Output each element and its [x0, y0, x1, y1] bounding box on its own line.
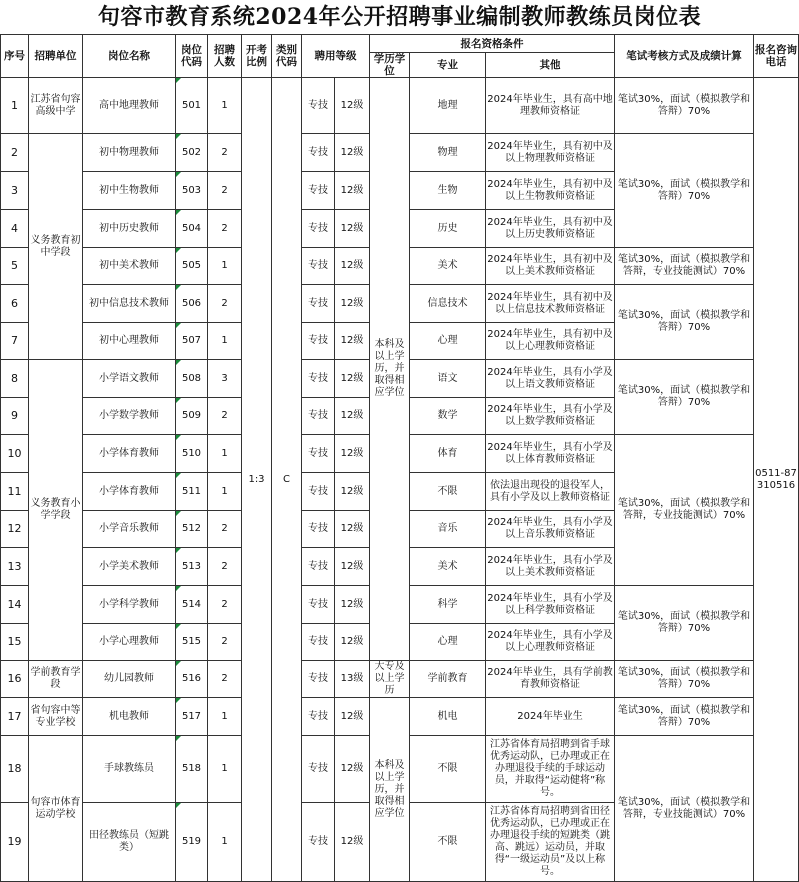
exam-cell: 笔试30%，面试（模拟教学和答辩，专业技能测试）70%: [615, 736, 754, 882]
other-cell: 2024年毕业生，具有初中及以上美术教师资格证: [486, 248, 615, 285]
exam-cell: 笔试30%，面试（模拟教学和答辩）70%: [615, 586, 754, 661]
post-cell: 小学科学教师: [83, 586, 176, 624]
other-cell: 2024年毕业生，具有小学及以上体育教师资格证: [486, 435, 615, 473]
other-cell: 2024年毕业生，具有初中及以上物理教师资格证: [486, 134, 615, 172]
code-cell: 513: [176, 548, 208, 586]
post-cell: 小学音乐教师: [83, 511, 176, 548]
exam-cell: 笔试30%，面试（模拟教学和答辩）70%: [615, 698, 754, 736]
comment-marker-icon: [176, 698, 181, 703]
edu-cell: 大专及以上学历: [370, 661, 410, 698]
other-cell: 2024年毕业生，具有小学及以上科学教师资格证: [486, 586, 615, 624]
comment-marker-icon: [176, 210, 181, 215]
type-cell: 专技: [302, 511, 335, 548]
code-cell: 507: [176, 323, 208, 360]
post-cell: 初中历史教师: [83, 210, 176, 248]
comment-marker-icon: [176, 548, 181, 553]
count-cell: 2: [208, 210, 242, 248]
level-cell: 12级: [335, 803, 370, 882]
comment-marker-icon: [176, 323, 181, 328]
exam-cell: 笔试30%，面试（模拟教学和答辩）70%: [615, 134, 754, 248]
comment-marker-icon: [176, 134, 181, 139]
exam-cell: 笔试30%，面试（模拟教学和答辩，专业技能测试）70%: [615, 435, 754, 586]
count-cell: 1: [208, 78, 242, 134]
other-cell: 2024年毕业生，具有初中及以上历史教师资格证: [486, 210, 615, 248]
level-cell: 13级: [335, 661, 370, 698]
code-cell: 518: [176, 736, 208, 803]
level-cell: 12级: [335, 78, 370, 134]
major-cell: 科学: [410, 586, 486, 624]
other-cell: 2024年毕业生: [486, 698, 615, 736]
post-cell: 幼儿园教师: [83, 661, 176, 698]
other-cell: 2024年毕业生，具有初中及以上信息技术教师资格证: [486, 285, 615, 323]
seq-cell: 10: [1, 435, 29, 473]
count-cell: 2: [208, 586, 242, 624]
type-cell: 专技: [302, 661, 335, 698]
major-cell: 心理: [410, 624, 486, 661]
count-cell: 2: [208, 134, 242, 172]
count-cell: 2: [208, 661, 242, 698]
category-cell: C: [272, 78, 302, 882]
comment-marker-icon: [176, 172, 181, 177]
code-cell: 514: [176, 586, 208, 624]
count-cell: 2: [208, 624, 242, 661]
major-cell: 美术: [410, 248, 486, 285]
seq-cell: 9: [1, 398, 29, 435]
post-cell: 初中信息技术教师: [83, 285, 176, 323]
type-cell: 专技: [302, 736, 335, 803]
comment-marker-icon: [176, 803, 181, 808]
major-cell: 地理: [410, 78, 486, 134]
count-cell: 1: [208, 323, 242, 360]
major-cell: 历史: [410, 210, 486, 248]
other-cell: 2024年毕业生，具有高中地理教师资格证: [486, 78, 615, 134]
level-cell: 12级: [335, 435, 370, 473]
type-cell: 专技: [302, 624, 335, 661]
post-cell: 初中美术教师: [83, 248, 176, 285]
count-cell: 2: [208, 548, 242, 586]
seq-cell: 6: [1, 285, 29, 323]
count-cell: 1: [208, 473, 242, 511]
seq-cell: 7: [1, 323, 29, 360]
comment-marker-icon: [176, 285, 181, 290]
other-cell: 2024年毕业生，具有初中及以上生物教师资格证: [486, 172, 615, 210]
type-cell: 专技: [302, 435, 335, 473]
header-phone: 报名咨询电话: [754, 35, 799, 78]
seq-cell: 2: [1, 134, 29, 172]
level-cell: 12级: [335, 248, 370, 285]
post-cell: 小学美术教师: [83, 548, 176, 586]
other-cell: 2024年毕业生，具有小学及以上音乐教师资格证: [486, 511, 615, 548]
header-major: 专业: [410, 53, 486, 78]
comment-marker-icon: [176, 511, 181, 516]
type-cell: 专技: [302, 698, 335, 736]
code-cell: 502: [176, 134, 208, 172]
seq-cell: 18: [1, 736, 29, 803]
header-edu: 学历学位: [370, 53, 410, 78]
code-cell: 509: [176, 398, 208, 435]
post-cell: 手球教练员: [83, 736, 176, 803]
table-row: [1, 661, 799, 698]
major-cell: 美术: [410, 548, 486, 586]
post-cell: 小学数学教师: [83, 398, 176, 435]
seq-cell: 12: [1, 511, 29, 548]
header-unit: 招聘单位: [29, 35, 83, 78]
major-cell: 生物: [410, 172, 486, 210]
header-ratio: 开考比例: [242, 35, 272, 78]
count-cell: 2: [208, 511, 242, 548]
comment-marker-icon: [176, 661, 181, 666]
major-cell: 音乐: [410, 511, 486, 548]
unit-cell: 江苏省句容高级中学: [29, 78, 83, 134]
exam-cell: 笔试30%，面试（模拟教学和答辩，专业技能测试）70%: [615, 248, 754, 285]
major-cell: 语文: [410, 360, 486, 398]
seq-cell: 15: [1, 624, 29, 661]
unit-cell: 学前教育学段: [29, 661, 83, 698]
type-cell: 专技: [302, 248, 335, 285]
level-cell: 12级: [335, 360, 370, 398]
unit-cell: 省句容中等专业学校: [29, 698, 83, 736]
seq-cell: 8: [1, 360, 29, 398]
comment-marker-icon: [176, 586, 181, 591]
seq-cell: 11: [1, 473, 29, 511]
header-seq: 序号: [1, 35, 29, 78]
phone-cell: 0511-87310516: [754, 78, 799, 882]
unit-cell: 句容市体育运动学校: [29, 736, 83, 882]
level-cell: 12级: [335, 586, 370, 624]
other-cell: 江苏省体育局招聘到省田径优秀运动队，已办理或正在办理退役手续的短跳类（跳高、跳远）运动员，并取得“一级运动员”及以上称号。: [486, 803, 615, 882]
seq-cell: 5: [1, 248, 29, 285]
post-cell: 初中生物教师: [83, 172, 176, 210]
code-cell: 504: [176, 210, 208, 248]
code-cell: 511: [176, 473, 208, 511]
type-cell: 专技: [302, 548, 335, 586]
post-cell: 小学体育教师: [83, 435, 176, 473]
major-cell: 物理: [410, 134, 486, 172]
count-cell: 1: [208, 248, 242, 285]
comment-marker-icon: [176, 473, 181, 478]
post-cell: 田径教练员（短跳类）: [83, 803, 176, 882]
code-cell: 510: [176, 435, 208, 473]
type-cell: 专技: [302, 360, 335, 398]
level-cell: 12级: [335, 698, 370, 736]
seq-cell: 4: [1, 210, 29, 248]
comment-marker-icon: [176, 624, 181, 629]
header-count: 招聘人数: [208, 35, 242, 78]
count-cell: 2: [208, 172, 242, 210]
header-category: 类别代码: [272, 35, 302, 78]
header-grade: 聘用等级: [302, 35, 370, 78]
table-row: [1, 698, 799, 736]
comment-marker-icon: [176, 435, 181, 440]
major-cell: 不限: [410, 803, 486, 882]
seq-cell: 13: [1, 548, 29, 586]
code-cell: 519: [176, 803, 208, 882]
other-cell: 江苏省体育局招聘到省手球优秀运动队，已办理或正在办理退役手续的手球运动员，并取得“运动健将”称号。: [486, 736, 615, 803]
exam-cell: 笔试30%，面试（模拟教学和答辩）70%: [615, 78, 754, 134]
positions-table: [0, 34, 799, 882]
code-cell: 515: [176, 624, 208, 661]
major-cell: 体育: [410, 435, 486, 473]
other-cell: 2024年毕业生，具有小学及以上数学教师资格证: [486, 398, 615, 435]
major-cell: 不限: [410, 736, 486, 803]
page-title: 句容市教育系统2024年公开招聘事业编制教师教练员岗位表: [97, 4, 702, 30]
edu-cell: 本科及以上学历，并取得相应学位: [370, 698, 410, 882]
count-cell: 1: [208, 803, 242, 882]
major-cell: 不限: [410, 473, 486, 511]
other-cell: 2024年毕业生，具有初中及以上心理教师资格证: [486, 323, 615, 360]
level-cell: 12级: [335, 172, 370, 210]
seq-cell: 1: [1, 78, 29, 134]
type-cell: 专技: [302, 473, 335, 511]
level-cell: 12级: [335, 736, 370, 803]
level-cell: 12级: [335, 511, 370, 548]
major-cell: 机电: [410, 698, 486, 736]
seq-cell: 14: [1, 586, 29, 624]
seq-cell: 16: [1, 661, 29, 698]
type-cell: 专技: [302, 78, 335, 134]
major-cell: 信息技术: [410, 285, 486, 323]
count-cell: 1: [208, 698, 242, 736]
code-cell: 501: [176, 78, 208, 134]
post-cell: 高中地理教师: [83, 78, 176, 134]
other-cell: 2024年毕业生，具有小学及以上语文教师资格证: [486, 360, 615, 398]
type-cell: 专技: [302, 398, 335, 435]
code-cell: 508: [176, 360, 208, 398]
post-cell: 小学体育教师: [83, 473, 176, 511]
post-cell: 初中物理教师: [83, 134, 176, 172]
code-cell: 516: [176, 661, 208, 698]
header-exam: 笔试考核方式及成绩计算: [615, 35, 754, 78]
code-cell: 506: [176, 285, 208, 323]
unit-cell: 义务教育小学学段: [29, 360, 83, 661]
major-cell: 数学: [410, 398, 486, 435]
other-cell: 2024年毕业生，具有小学及以上心理教师资格证: [486, 624, 615, 661]
exam-cell: 笔试30%，面试（模拟教学和答辩）70%: [615, 661, 754, 698]
type-cell: 专技: [302, 172, 335, 210]
seq-cell: 19: [1, 803, 29, 882]
code-cell: 517: [176, 698, 208, 736]
type-cell: 专技: [302, 210, 335, 248]
seq-cell: 3: [1, 172, 29, 210]
other-cell: 2024年毕业生，具有小学及以上美术教师资格证: [486, 548, 615, 586]
type-cell: 专技: [302, 134, 335, 172]
code-cell: 505: [176, 248, 208, 285]
type-cell: 专技: [302, 803, 335, 882]
post-cell: 机电教师: [83, 698, 176, 736]
header-code: 岗位代码: [176, 35, 208, 78]
exam-cell: 笔试30%，面试（模拟教学和答辩）70%: [615, 285, 754, 360]
level-cell: 12级: [335, 285, 370, 323]
level-cell: 12级: [335, 323, 370, 360]
major-cell: 学前教育: [410, 661, 486, 698]
other-cell: 依法退出现役的退役军人，具有小学及以上教师资格证: [486, 473, 615, 511]
edu-cell: 本科及以上学历，并取得相应学位: [370, 78, 410, 661]
header-post: 岗位名称: [83, 35, 176, 78]
level-cell: 12级: [335, 134, 370, 172]
comment-marker-icon: [176, 360, 181, 365]
code-cell: 512: [176, 511, 208, 548]
exam-cell: 笔试30%，面试（模拟教学和答辩）70%: [615, 360, 754, 435]
header-row: [1, 35, 799, 53]
comment-marker-icon: [176, 736, 181, 741]
table-row: [1, 78, 799, 134]
count-cell: 2: [208, 398, 242, 435]
major-cell: 心理: [410, 323, 486, 360]
code-cell: 503: [176, 172, 208, 210]
count-cell: 1: [208, 736, 242, 803]
type-cell: 专技: [302, 285, 335, 323]
header-other: 其他: [486, 53, 615, 78]
comment-marker-icon: [176, 248, 181, 253]
type-cell: 专技: [302, 323, 335, 360]
count-cell: 2: [208, 285, 242, 323]
level-cell: 12级: [335, 473, 370, 511]
post-cell: 小学心理教师: [83, 624, 176, 661]
comment-marker-icon: [176, 78, 181, 83]
level-cell: 12级: [335, 548, 370, 586]
other-cell: 2024年毕业生，具有学前教育教师资格证: [486, 661, 615, 698]
comment-marker-icon: [176, 398, 181, 403]
unit-cell: 义务教育初中学段: [29, 134, 83, 360]
header-conditions: 报名资格条件: [370, 35, 615, 53]
type-cell: 专技: [302, 586, 335, 624]
post-cell: 初中心理教师: [83, 323, 176, 360]
level-cell: 12级: [335, 624, 370, 661]
seq-cell: 17: [1, 698, 29, 736]
level-cell: 12级: [335, 210, 370, 248]
level-cell: 12级: [335, 398, 370, 435]
ratio-cell: 1:3: [242, 78, 272, 882]
count-cell: 3: [208, 360, 242, 398]
post-cell: 小学语文教师: [83, 360, 176, 398]
count-cell: 1: [208, 435, 242, 473]
